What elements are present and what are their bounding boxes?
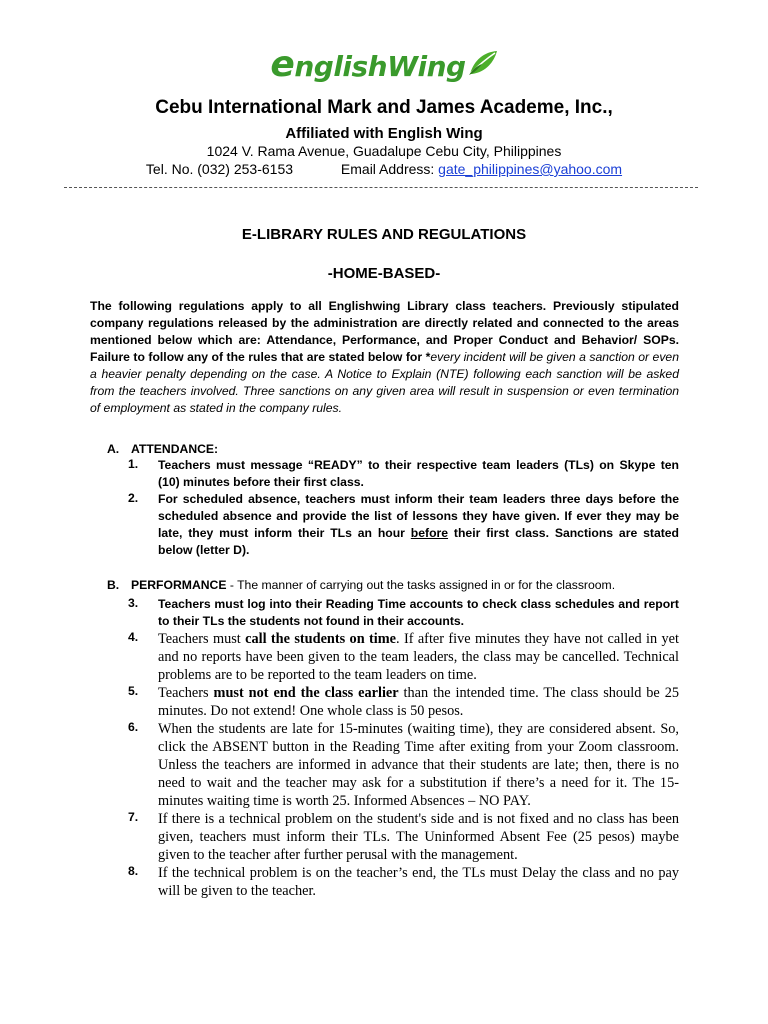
page-subtitle: -HOME-BASED-	[327, 265, 441, 282]
leaf-icon	[468, 50, 498, 81]
section-a-heading: A. ATTENDANCE:	[107, 442, 219, 456]
address: 1024 V. Rama Avenue, Guadalupe Cebu City, Philippines	[206, 143, 562, 159]
section-b-heading: B. PERFORMANCE - The manner of carrying out the tasks assigned in or for the classroom.	[107, 578, 616, 592]
email-label: Email Address:	[340, 161, 439, 177]
rule-item-1: 1. Teachers must message “READY” to their respective team leaders (TLs) on Skype ten (10) minutes before their first class.	[128, 457, 679, 489]
telephone: Tel. No. (032) 253-6153	[145, 161, 294, 177]
intro-paragraph: The following regulations apply to all Englishwing Library class teachers. Previously stipulated company regulations released by the administration are directly related and connected to the areas mentioned below which are: Attendance, Performance, and Proper Conduct and Behavior/ SOPs. Failure to follow any of the rules that are stated below for *every incident will be given a sanction or even a heavier penalty depending on the case. A Notice to Explain (NTE) following each sanction will be asked from the teachers involved. Three sanctions on any given area will result in suspension or even termination of employment as stated in the company rules.	[90, 299, 679, 415]
englishwing-logo	[0, 44, 768, 85]
affiliation: Affiliated with English Wing	[285, 125, 483, 142]
rule-item-2: 2. For scheduled absence, teachers must inform their team leaders three days before the scheduled absence and provide the list of lessons they have given. If ever they may be late, they must inform their TLs an hour before their first class. Sanctions are stated below (letter D).	[128, 491, 679, 557]
contact-line	[0, 161, 768, 177]
rule-item-3: 3. Teachers must log into their Reading Time accounts to check class schedules and report to their TLs the students not found in their accounts.	[128, 596, 679, 628]
rule-item-6: 6. When the students are late for 15-minutes (waiting time), they are considered absent. So, click the ABSENT button in the Reading Time after exiting from your Zoom classroom. Unless the teachers are informed in advance that their students are late; then, there is no need to wait and the teacher may ask for a substitution if there’s a need for it. The 15-minutes waiting time is worth 25. Informed Absences – NO PAY.	[128, 720, 679, 809]
page-title: E-LIBRARY RULES AND REGULATIONS	[241, 226, 527, 243]
rule-item-4: 4. Teachers must call the students on time. If after five minutes they have not called in yet and no reports have been given to the team leaders, the class may be cancelled. Technical problems are to be reported to the team leaders on time.	[128, 630, 679, 683]
company-name: Cebu International Mark and James Academe, Inc.,	[155, 97, 613, 118]
rule-item-7: 7. If there is a technical problem on the student's side and is not fixed and no class has been given, teachers must inform their TLs. The Uninformed Absent Fee (25 pesos) maybe given to the teacher after further perusal with the management.	[128, 810, 679, 863]
logo-text: englishWing	[270, 44, 466, 85]
rule-item-5: 5. Teachers must not end the class earlier than the intended time. The class should be 25 minutes. Do not extend! One whole class is 50 pesos.	[128, 684, 679, 719]
rule-item-8: 8. If the technical problem is on the teacher’s end, the TLs must Delay the class and no pay will be given to the teacher.	[128, 864, 679, 899]
header-divider	[64, 187, 698, 188]
email-link[interactable]: gate_philippines@yahoo.com	[438, 161, 623, 177]
